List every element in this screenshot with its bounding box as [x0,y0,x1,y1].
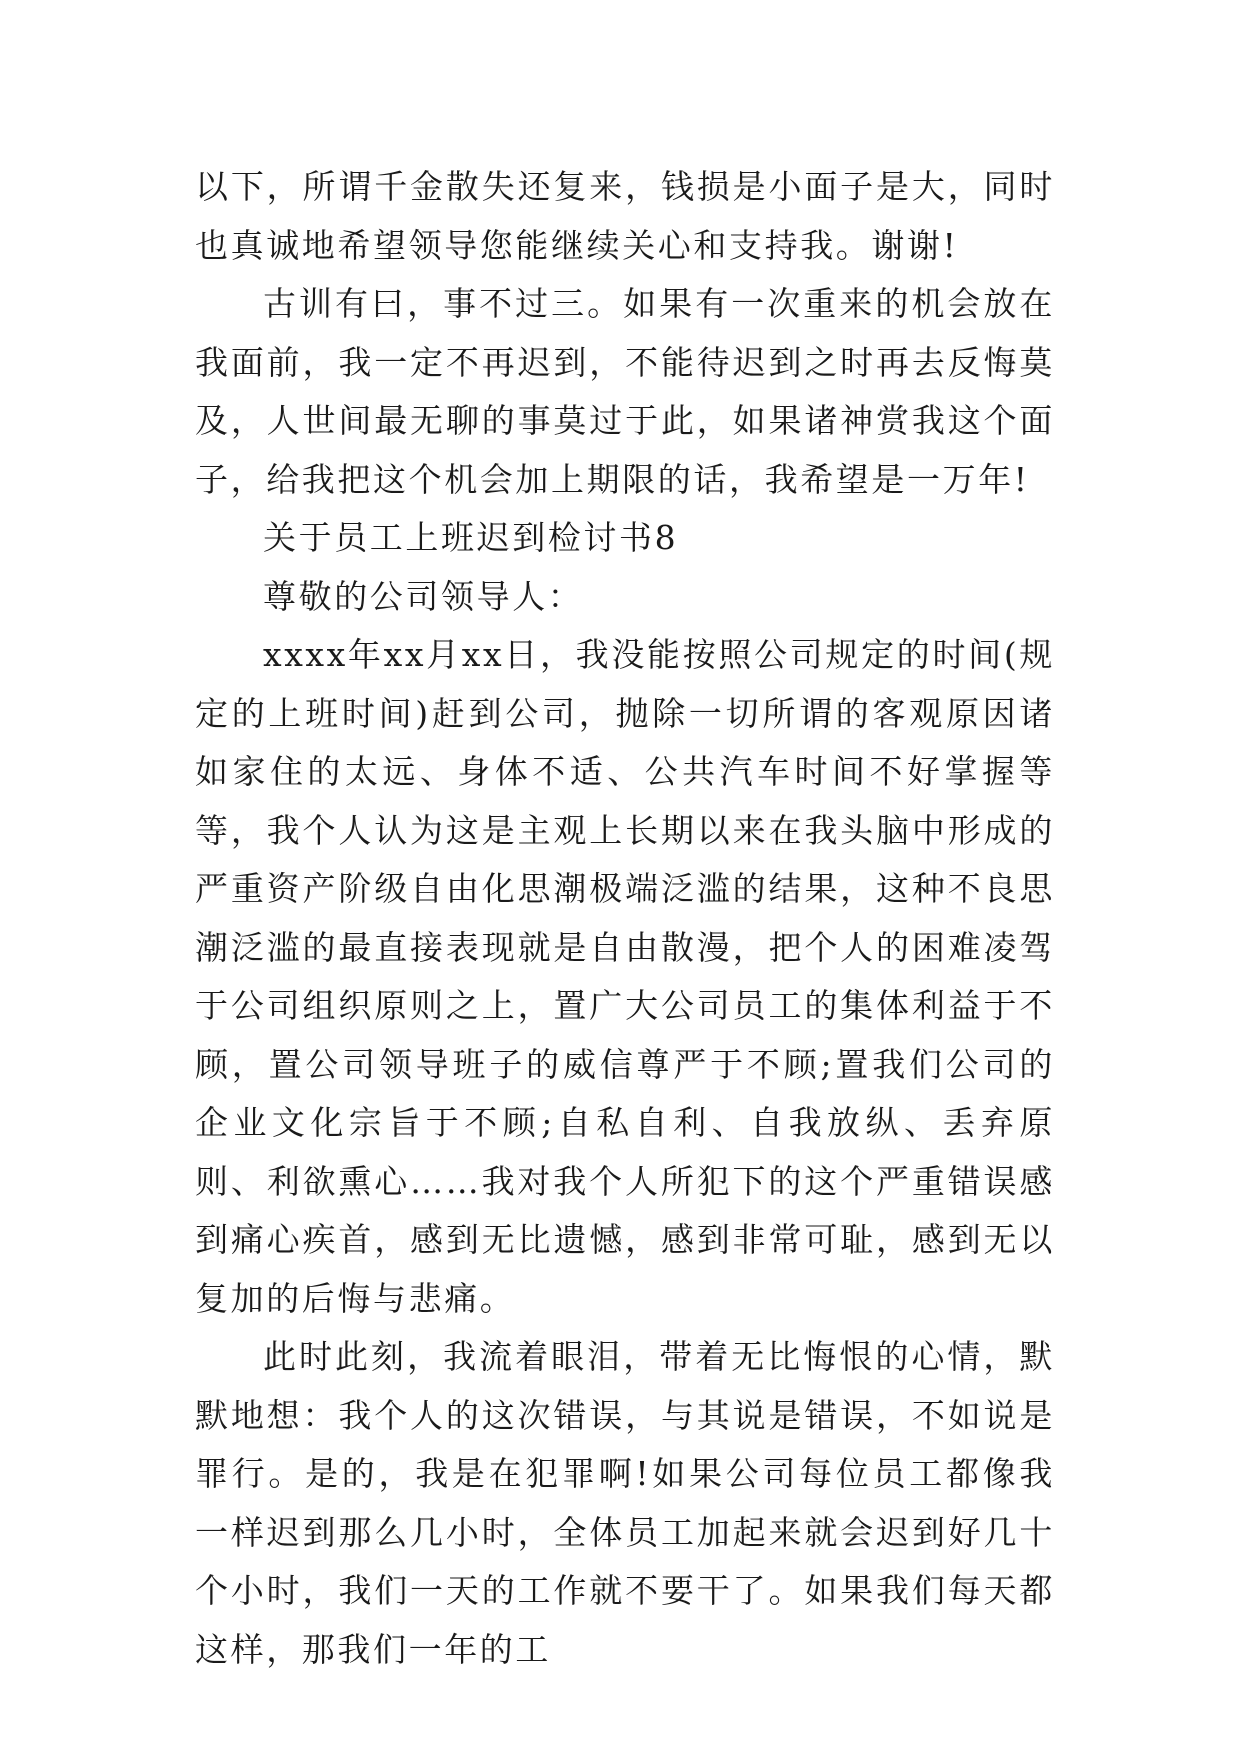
document-body [195,158,1055,1679]
paragraph-confession: xxxx年xx月xx日，我没能按照公司规定的时间(规定的上班时间)赶到公司，抛除一切所谓的客观原因诸如家住的太远、身体不适、公共汽车时间不好掌握等等，我个人认为这是主观上长期以来在我头脑中形成的严重资产阶级自由化思潮极端泛滥的结果，这种不良思潮泛滥的最直接表现就是自由散漫，把个人的困难凌驾于公司组织原则之上，置广大公司员工的集体利益于不顾，置公司领导班子的威信尊严于不顾;置我们公司的企业文化宗旨于不顾;自私自利、自我放纵、丢弃原则、利欲熏心……我对我个人所犯下的这个严重错误感到痛心疾首，感到无比遗憾，感到非常可耻，感到无以复加的后悔与悲痛。 [195,635,1055,1318]
paragraph-reflection: 此时此刻，我流着眼泪，带着无比悔恨的心情，默默地想：我个人的这次错误，与其说是错误，不如说是罪行。是的，我是在犯罪啊!如果公司每位员工都像我一样迟到那么几小时，全体员工加起来就会迟到好几十个小时，我们一天的工作就不要干了。如果我们每天都这样，那我们一年的工 [195,1337,1055,1669]
salutation: 尊敬的公司领导人： [263,576,584,616]
paragraph-continuation: 以下，所谓千金散失还复来，钱损是小面子是大，同时也真诚地希望领导您能继续关心和支持我。谢谢! [195,167,1055,265]
paragraph-ancient-saying: 古训有曰，事不过三。如果有一次重来的机会放在我面前，我一定不再迟到，不能待迟到之时再去反悔莫及，人世间最无聊的事莫过于此，如果诸神赏我这个面子，给我把这个机会加上期限的话，我希望是一万年! [195,284,1055,499]
section-title: 关于员工上班迟到检讨书8 [263,518,679,557]
